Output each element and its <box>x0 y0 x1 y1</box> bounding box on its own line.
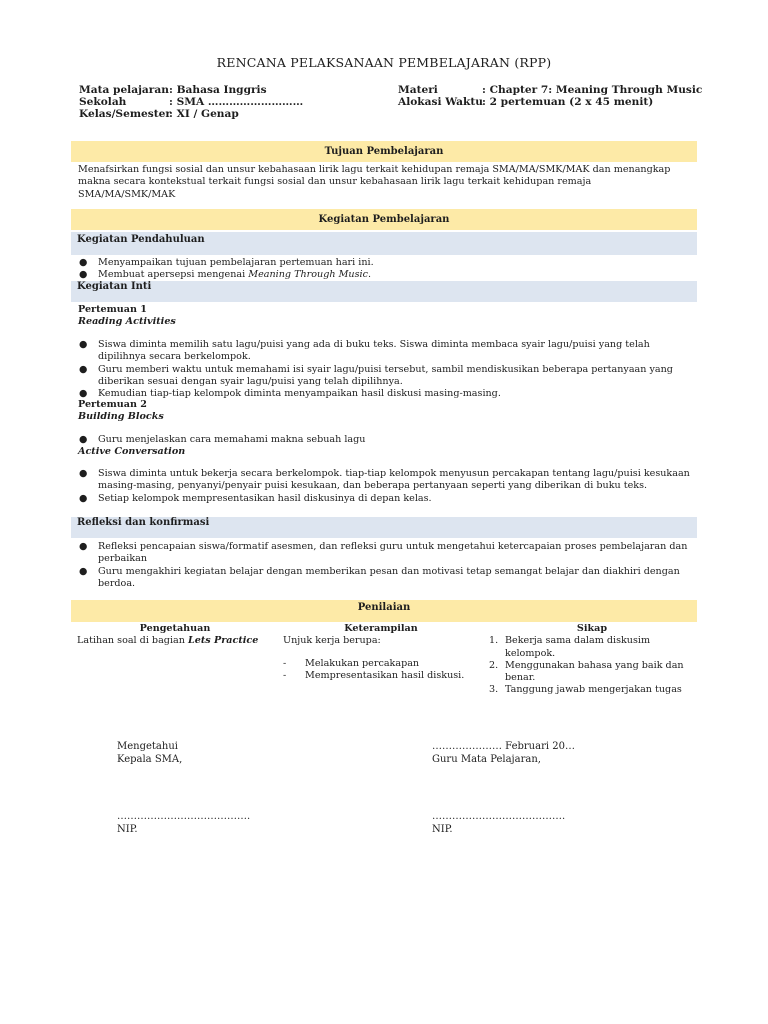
list-item <box>78 434 690 446</box>
signature-left <box>117 740 250 836</box>
pertemuan-1-title: Pertemuan 1 <box>78 304 147 315</box>
list-number: 1. <box>489 635 499 647</box>
signature-right-line2: Guru Mata Pelajaran, <box>432 754 541 765</box>
bullet-icon: ● <box>79 388 88 400</box>
list-item <box>78 566 690 591</box>
dash-icon: - <box>283 657 287 669</box>
list-item-text: Menggunakan bahasa yang baik dan benar. <box>505 659 684 684</box>
pertemuan-1-subtitle: Reading Activities <box>78 316 176 327</box>
keterampilan-intro: Unjuk kerja berupa: <box>283 635 381 647</box>
signature-right-blank: …………………………………. <box>432 811 566 822</box>
signature-left-line2: Kepala SMA, <box>117 754 183 765</box>
refleksi-list <box>78 541 690 590</box>
header-label: Sekolah <box>79 96 127 108</box>
list-item <box>283 658 479 670</box>
pendahuluan-heading: Kegiatan Pendahuluan <box>71 232 697 255</box>
list-item-text: Setiap kelompok mempresentasikan hasil diskusinya di depan kelas. <box>98 492 432 504</box>
list-item <box>78 339 690 364</box>
list-item-text: Tanggung jawab mengerjakan tugas <box>505 684 682 696</box>
header-label: Kelas/Semester <box>79 108 171 120</box>
list-item <box>487 660 697 685</box>
header-row-sekolah <box>79 96 303 108</box>
dash-icon: - <box>283 669 287 681</box>
list-item <box>78 493 690 505</box>
list-number: 3. <box>489 684 499 696</box>
bullet-icon: ● <box>79 339 88 350</box>
signature-left-line1: Mengetahui <box>117 741 178 752</box>
list-item <box>78 388 690 400</box>
pengetahuan-text <box>71 635 279 647</box>
list-item <box>78 257 690 269</box>
header-value: : SMA ……………………… <box>169 96 304 108</box>
list-item <box>283 670 479 682</box>
tujuan-heading: Tujuan Pembelajaran <box>71 141 697 162</box>
list-item-suffix: . <box>367 269 372 281</box>
bullet-icon: ● <box>79 565 88 577</box>
list-item-text: Menyampaikan tujuan pembelajaran pertemuan hari ini. <box>98 257 374 268</box>
list-item-text: Kemudian tiap-tiap kelompok diminta menyampaikan hasil diskusi masing-masing. <box>98 388 501 400</box>
keterampilan-header: Keterampilan <box>344 623 418 634</box>
pendahuluan-list <box>78 257 690 282</box>
signature-left-blank: …………………………………. <box>117 811 251 822</box>
inti-heading: Kegiatan Inti <box>71 281 697 302</box>
header-row-mata-pelajaran <box>79 84 303 96</box>
header-label: Alokasi Waktu <box>398 96 483 108</box>
bullet-icon: ● <box>79 363 88 375</box>
bullet-icon: ● <box>79 541 88 552</box>
document-title: RENCANA PELAKSANAAN PEMBELAJARAN (RPP) <box>216 55 552 70</box>
bullet-icon: ● <box>79 434 88 445</box>
header-row-alokasi <box>398 96 702 108</box>
pengetahuan-prefix: Latihan soal di bagian <box>77 635 188 647</box>
list-item-italic: Meaning Through Music <box>248 269 368 281</box>
list-item <box>78 269 690 281</box>
list-item-text: Guru menjelaskan cara memahami makna sebuah lagu <box>98 434 366 445</box>
signature-right-line1: ………………… Februari 20… <box>432 741 575 752</box>
header-label: Materi <box>398 84 438 96</box>
active-conversation-list <box>78 468 690 505</box>
header-value: : 2 pertemuan (2 x 45 menit) <box>482 96 654 108</box>
header-info-right <box>398 84 702 108</box>
pengetahuan-column <box>71 623 279 648</box>
tujuan-text: Menafsirkan fungsi sosial dan unsur kebahasaan lirik lagu terkait kehidupan remaja SMA/MA/SMK/MAK dan menangkap makna secara kontekstual terkait fungsi sosial dan unsur kebahasaan lirik lagu terkait kehidupan remaja SMA/MA/SMK/MAK <box>78 164 671 200</box>
pertemuan-2-list <box>78 434 690 446</box>
header-value: : Bahasa Inggris <box>169 84 267 96</box>
pengetahuan-bold: Lets Practice <box>187 635 259 647</box>
pertemuan-2-title: Pertemuan 2 <box>78 399 147 410</box>
pengetahuan-header: Pengetahuan <box>139 623 211 634</box>
header-row-kelas <box>79 108 303 120</box>
list-item-text: Bekerja sama dalam diskusim kelompok. <box>505 635 651 659</box>
bullet-icon: ● <box>79 269 88 281</box>
sikap-column <box>487 623 697 697</box>
sikap-header: Sikap <box>576 623 608 634</box>
list-item <box>487 684 697 696</box>
pertemuan-2-subtitle: Building Blocks <box>78 411 164 422</box>
header-value: : XI / Genap <box>169 108 239 120</box>
header-value: : Chapter 7: Meaning Through Music <box>482 84 703 96</box>
list-item <box>78 468 690 493</box>
list-item-text: Siswa diminta untuk bekerja secara berkelompok. tiap-tiap kelompok menyusun percakapan tentang lagu/puisi kesukaan masing-masing, penyanyi/penyair puisi kesukaan, dan beberapa pertanyaan seperti yang diberikan di buku teks. <box>98 468 690 492</box>
list-number: 2. <box>489 659 499 671</box>
list-item-text: Guru mengakhiri kegiatan belajar dengan memberikan pesan dan motivasi tetap semangat belajar dan diakhiri dengan berdoa. <box>98 565 680 589</box>
keterampilan-column <box>283 623 479 682</box>
header-label: Mata pelajaran <box>79 84 169 96</box>
list-item <box>78 541 690 566</box>
keterampilan-list <box>283 658 479 683</box>
list-item <box>78 364 690 389</box>
bullet-icon: ● <box>79 468 88 479</box>
header-info-left <box>79 84 303 120</box>
signature-right <box>432 740 575 836</box>
list-item-text: Mempresentasikan hasil diskusi. <box>305 669 465 681</box>
kegiatan-heading: Kegiatan Pembelajaran <box>71 209 697 230</box>
list-item <box>487 635 697 660</box>
pertemuan-1-list <box>78 339 690 400</box>
active-conversation-subtitle: Active Conversation <box>78 446 186 457</box>
list-item-text: Guru memberi waktu untuk memahami isi syair lagu/puisi tersebut, sambil mendiskusikan beberapa pertanyaan yang diberikan sesuai dengan syair lagu/puisi yang telah dipilihnya. <box>98 363 673 387</box>
penilaian-heading: Penilaian <box>71 600 697 622</box>
signature-right-nip: NIP. <box>432 824 453 835</box>
list-item-text: Melakukan percakapan <box>305 657 420 669</box>
list-item-text: Refleksi pencapaian siswa/formatif asesmen, dan refleksi guru untuk mengetahui ketercapaian proses pembelajaran dan perbaikan <box>98 541 688 565</box>
bullet-icon: ● <box>79 492 88 504</box>
signature-left-nip: NIP. <box>117 824 138 835</box>
bullet-icon: ● <box>79 257 88 268</box>
list-item-text: Membuat apersepsi mengenai <box>98 269 249 281</box>
refleksi-heading: Refleksi dan konfirmasi <box>71 517 697 538</box>
header-row-materi <box>398 84 702 96</box>
list-item-text: Siswa diminta memilih satu lagu/puisi yang ada di buku teks. Siswa diminta membaca syair lagu/puisi yang telah dipilihnya secara berkelompok. <box>98 339 650 363</box>
sikap-list <box>487 635 697 696</box>
